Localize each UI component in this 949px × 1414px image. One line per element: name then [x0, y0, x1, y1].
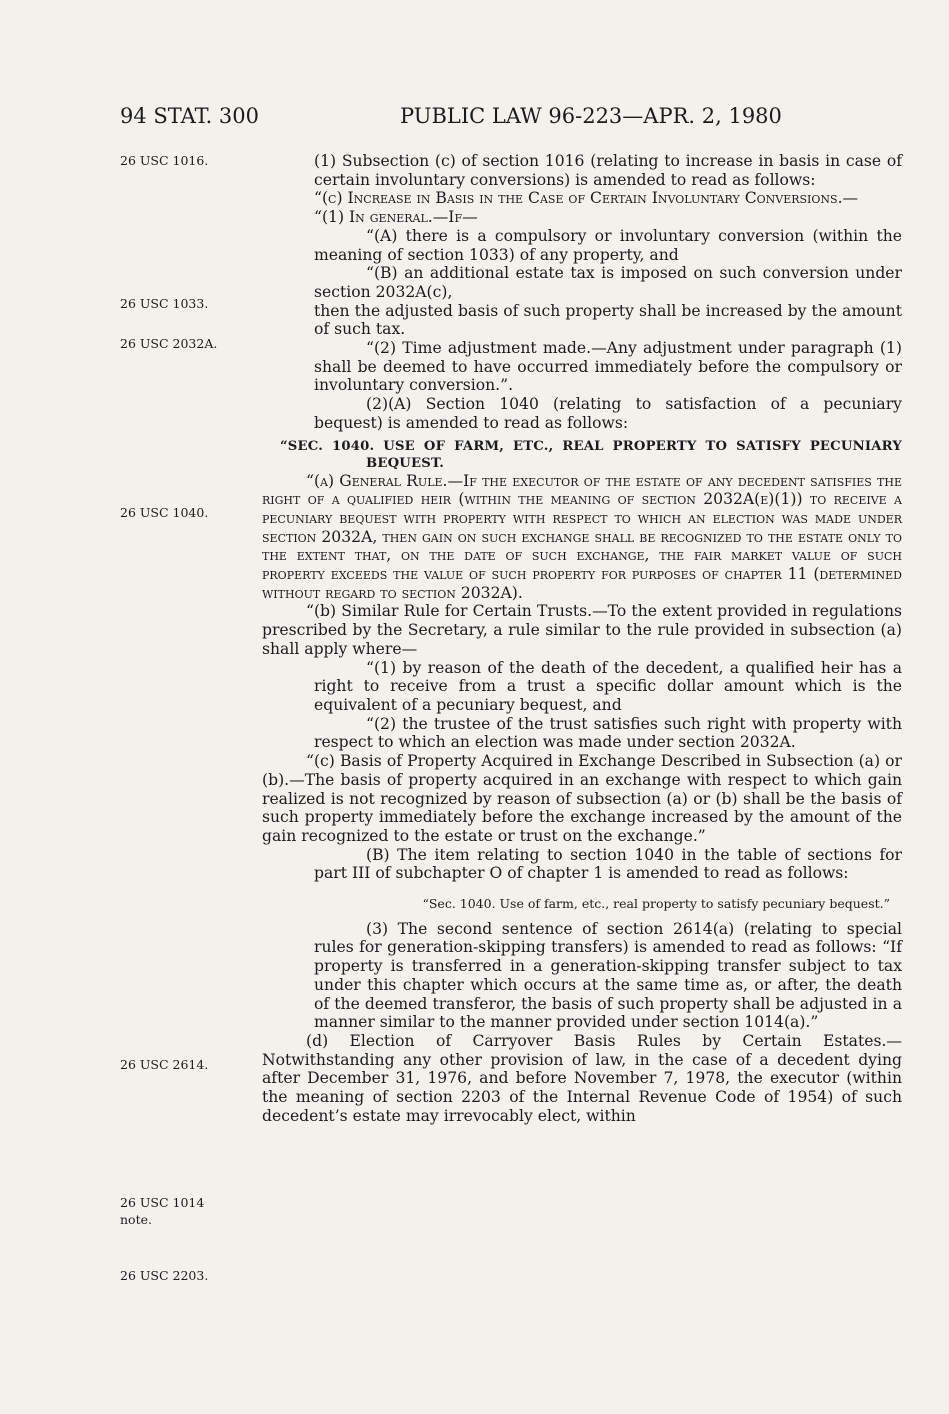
- paragraph-a: “(A) there is a compulsory or involuntary conversion (within the meaning of section 1033) of any property, and: [314, 226, 902, 264]
- paragraph-3: (3) The second sentence of section 2614(a) (relating to special rules for generation-skipping transfers) is amended to read as follows: “If property is transferred in a generation-skipping transfer subject to tax under this chapter which occurs at the same time as, or after, the death of the deemed transferor, the basis of such property shall be adjusted in a manner similar to the manner provided under section 1014(a).”: [314, 919, 902, 1032]
- paragraph-1: (1) Subsection (c) of section 1016 (relating to increase in basis in case of certain involuntary conversions) is amended to read as follows:: [314, 152, 902, 189]
- public-law-title: PUBLIC LAW 96-223—APR. 2, 1980: [400, 104, 782, 128]
- statute-page-number: 94 STAT. 300: [120, 104, 260, 128]
- margin-note-usc-2032a: 26 USC 2032A.: [120, 336, 218, 351]
- margin-note-usc-1033: 26 USC 1033.: [120, 296, 209, 311]
- section-1040-heading: “SEC. 1040. USE OF FARM, ETC., REAL PROPERTY TO SATISFY PECUNIARY BEQUEST.: [280, 438, 902, 471]
- margin-note-usc-2203: 26 USC 2203.: [120, 1268, 209, 1283]
- paragraph-b2: “(2) the trustee of the trust satisfies such right with property with respect to which an election was made under section 2032A.: [314, 714, 902, 752]
- paragraph-2b: (B) The item relating to section 1040 in the table of sections for part III of subchapter O of chapter 1 is amended to read as follows:: [314, 845, 902, 883]
- paragraph-time-adjustment: “(2) Time adjustment made.—Any adjustment under paragraph (1) shall be deemed to have occurred immediately before the compulsory or involuntary conversion.”.: [314, 339, 902, 395]
- paragraph-b: “(B) an additional estate tax is imposed on such conversion under section 2032A(c),: [314, 264, 902, 301]
- table-of-sections-item: “Sec. 1040. Use of farm, etc., real property to satisfy pecuniary bequest.”: [422, 896, 890, 912]
- paragraph-basis-of-property: “(c) Basis of Property Acquired in Exchange Described in Subsection (a) or (b).—The basis of property acquired in an exchange with respect to which gain realized is not recognized by reason of subsection (a) or (b) shall be the basis of such property immediately before the exchange increased by the amount of the gain recognized to the estate or trust on the exchange.”: [262, 752, 902, 845]
- document-body: [262, 152, 902, 1125]
- paragraph-in-general: [262, 208, 902, 227]
- general-rule-text: “(a) General Rule.—If the executor of the estate of any decedent satisfies the right of a qualified heir (within the meaning of section 2032A(e)(1)) to receive a pecuniary bequest with property with respect to which an election was made under section 2032A, then gain on such exchange shall be recognized to the estate only to the extent that, on the date of such exchange, the fair market value of such property exceeds the value of such property for purposes of chapter 11 (determined without regard to section 2032A).: [262, 471, 902, 602]
- subsection-heading-text: “(c) Increase in Basis in the Case of Certain Involuntary Conversions.—: [314, 189, 859, 208]
- paragraph-subsection-c-heading: [262, 189, 902, 208]
- margin-note-usc-1016: 26 USC 1016.: [120, 153, 209, 168]
- paragraph-2a: (2)(A) Section 1040 (relating to satisfaction of a pecuniary bequest) is amended to read as follows:: [314, 395, 902, 432]
- paragraph-then: then the adjusted basis of such property shall be increased by the amount of such tax.: [314, 301, 902, 339]
- paragraph-similar-rule: “(b) Similar Rule for Certain Trusts.—To the extent provided in regulations prescribed by the Secretary, a rule similar to the rule provided in subsection (a) shall apply where—: [262, 602, 902, 658]
- margin-note-usc-2614: 26 USC 2614.: [120, 1057, 209, 1072]
- in-general-text: “(1) In general.—If—: [314, 208, 478, 227]
- paragraph-general-rule: [262, 472, 902, 603]
- margin-note-note: note.: [120, 1212, 152, 1227]
- paragraph-b1: “(1) by reason of the death of the decedent, a qualified heir has a right to receive from a trust a specific dollar amount which is the equivalent of a pecuniary bequest, and: [314, 658, 902, 714]
- margin-note-usc-1014: 26 USC 1014: [120, 1195, 205, 1210]
- margin-note-usc-1040: 26 USC 1040.: [120, 505, 209, 520]
- paragraph-d: (d) Election of Carryover Basis Rules by Certain Estates.—Notwithstanding any other provision of law, in the case of a decedent dying after December 31, 1976, and before November 7, 1978, the executor (within the meaning of section 2203 of the Internal Revenue Code of 1954) of such decedent’s estate may irrevocably elect, within: [262, 1031, 902, 1125]
